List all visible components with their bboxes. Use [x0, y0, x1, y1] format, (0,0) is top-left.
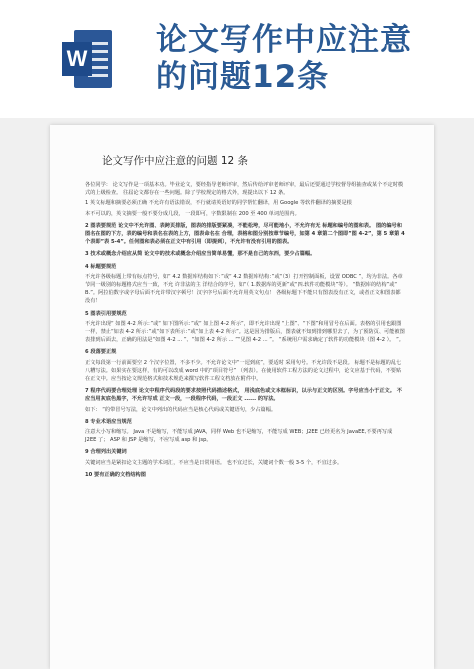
page-title — [156, 22, 456, 96]
section-heading: 5 图表引用要规范 — [85, 310, 127, 317]
paragraph: 各位同学： 论文写作是一项基本功。毕业论文，要经指导老师评审，然后传给评审老师评审，最后还要通过学校督导组抽查或某个不定时模式的上级检查。 往届论文都存在一些问题。除了学校规定的格式外，现提出以下 12 条。 — [85, 182, 404, 197]
paragraph: 2 图表要规范 论文中不允许图、表跨页排版，图表的排版要紧凑，不能松垮，尽可能地小，不允许有无 标题和编号的图和表。 图的编号和图名在图的下方，表的编号和表名在表的上方，图表命名在 合理，表格和图分别按章节编号，如第 4 章第二个图即”图 4-2”，第 5 章第 4 个表即”表 5-4”。任何图和表必须在正文中有引用（即提到），不允许有没有引用的图表。 — [85, 222, 405, 246]
section-heading: 6 段落要正规 — [85, 349, 117, 356]
paragraph: 如下： “的带冒号写法，论文中列出的代码应当是核心代码或关键语句，少占篇幅。 — [85, 406, 277, 413]
section-heading: 4 标题要规范 — [85, 263, 117, 270]
paragraph: 本不可以的，英文摘要一般不要分成几段， 一段即可，字数限制在 200 至 400 单词范围内。 — [85, 210, 300, 217]
paragraph: 不允许出现“ 如图 4-2 所示：”或“ 如下图所示：”或“ 如上图 4-2 所示”，即不允许出现 “上图”、“下图”和用冒号在后面。表格的引用也跟图一样，禁止“如表 4-2 所示：”或“如下表所示：”或“如上表 4-2 所示”。这是因为排版后，图表就不知到排到哪里去了，为了预防页、可能被图表排到后面去，正确的用法是“如图 4-2 ... ”、“如图 4-2 所示 ... ”“见图 4-2 ... ”。 “系统用户需求确定了软件的功能模块（图 4-2 ）。 ”。 — [85, 320, 405, 344]
title-line-1: 论文写作中应注意 — [156, 22, 412, 58]
title-line-2: 的问题12条 — [156, 59, 330, 95]
paragraph: 注意大小写和缩写。 Java 不是缩写，不能写成 JAVA，同样 Web 也不是缩写，不能写成 WEB；J2EE 已经更名为 JavaEE,不要再写成 J2EE 了； ASP 和 JSP 是缩写，不应写成 asp 和 jsp。 — [85, 429, 393, 444]
paragraph: 1 英文标题和摘要必须正确 不允许有语法错误，不行就请英语好的同学帮忙翻译，用 Google 等软件翻译的摘要是根 — [85, 200, 352, 207]
document-title: 论文写作中应注意的问题 12 条 — [102, 155, 249, 167]
section-heading: 9 合理列出关键词 — [85, 449, 127, 456]
section-heading: 8 专业术语应当规范 — [85, 418, 132, 425]
paragraph: 3 技术或概念介绍应从简 论文中的技术或概念介绍应当简单易懂，那不是自己的东西，要少占篇幅。 — [85, 251, 316, 258]
document-preview — [50, 125, 434, 669]
word-w-badge: W — [62, 42, 92, 76]
document-body — [85, 181, 405, 481]
paragraph: 7 程序代码要合理处理 论文中程序代码段的要求按照代码描述格式， 用浅底色或文本框标识，以示与正文的区别。字号应当小于正文。 不应当用灰底色黑字，不允许写成 正文一段，一段程序代码，一段正文 ...... 的写法。 — [85, 388, 402, 403]
paragraph: 关键词应当是紧扣论文主题的学术词汇，不应当是日常用语。 也不宜过长，关键词个数一般 3-5 个，不宜过多。 — [85, 459, 343, 466]
header-banner — [0, 0, 474, 118]
word-document-icon — [62, 30, 112, 88]
paragraph: 正文每段第一行前面要空 2 个汉字位置，不多不少。不允许论文中“一逗到底”，要适时 采用句号。不允许段不是段。 标题不是标题的乱七八糟写法。如果实在要这样，有的可以改成 word 中的“项目符号” （列表）。在使用软件工程方法的论文过程中，论文应基于代码，不要贴在正文中。应当按论文规范格式和技术规范来撰写软件工程文档放在附件中。 — [85, 359, 402, 383]
paragraph: 不允许各级标题上带有标点符号，如“ 4.2 数据库结构如下：”或“ 4.2 数据库结构：”或“（3）打开控制面板，设置 ODBC ”，均为非法。各章节同一级别的标题格式应当一致，不允 许非法的主 洋结合的序号，如“（ 1.数据库的更新”或“四.软件功能模块”等）。 “数据库的结构”或“ B.”。阿拉伯数字或字母后面不允许带汉字顿号！汉字序号后面不允许用英文句点！ 各级标题下不能只有图表没有正文，或者正文和图表都没有！ — [85, 273, 403, 305]
section-heading: 10 要有正确的文档结构图 — [85, 471, 146, 478]
